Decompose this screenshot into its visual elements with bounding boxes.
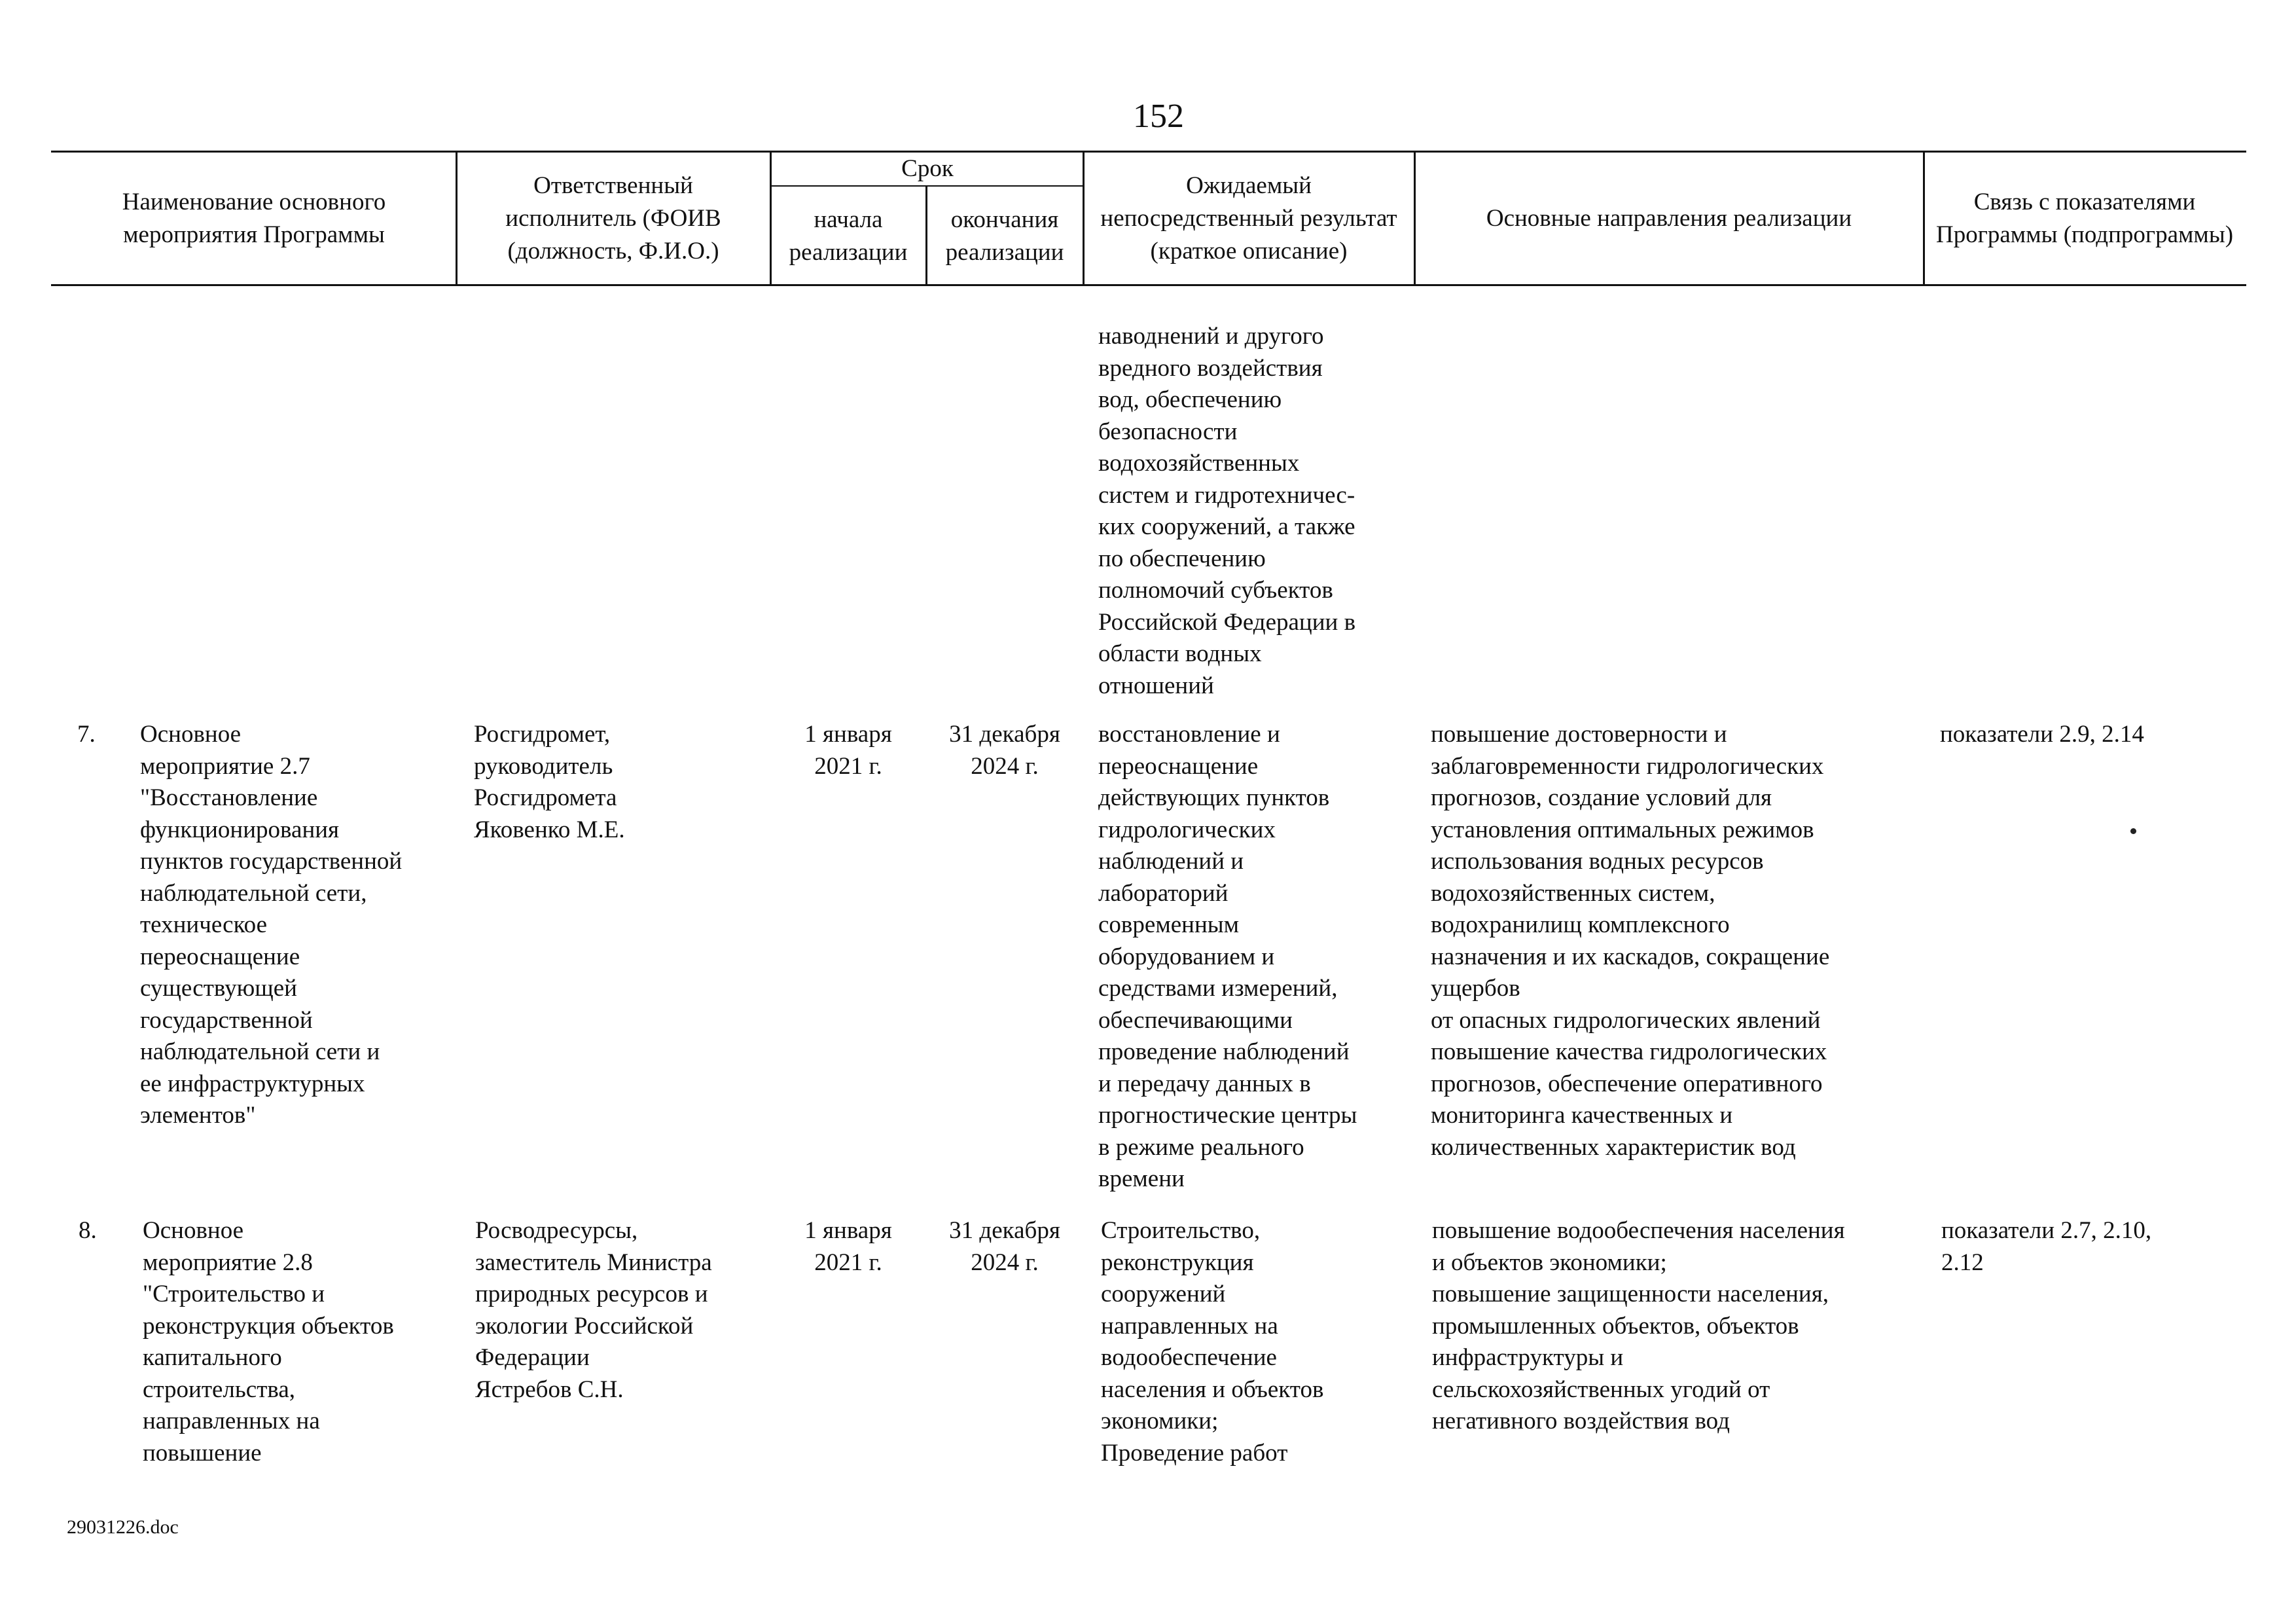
row-end-date: 31 декабря 2024 г. (949, 721, 1060, 780)
header-link: Связь с показателями Программы (подпрограммы) (1935, 189, 2234, 248)
row-result: Строительство, реконструкция сооружений направленных на водообеспечение населения и объектов экономики; Проведение работ (1101, 1217, 1324, 1467)
row-responsible: Росгидромет, руководитель Росгидромета Яковенко М.Е. (474, 721, 625, 843)
header-directions: Основные направления реализации (1486, 205, 1852, 232)
footer-filename: 29031226.doc (67, 1516, 179, 1538)
header-bottom-rule (51, 284, 2246, 286)
row-result: восстановление и переоснащение действующих пунктов гидрологических наблюдений и лабораторий современным оборудованием и средствами измерений, обеспечивающими проведение наблюдений и передачу данных в прогностические центры в режиме реального времени (1098, 721, 1357, 1192)
header-result: Ожидаемый непосредственный результат (краткое описание) (1100, 172, 1397, 264)
header-responsible: Ответственный исполнитель (ФОИВ (должность, Ф.И.О.) (505, 172, 721, 264)
header-divider (1414, 151, 1416, 285)
header-term: Срок (901, 155, 954, 182)
header-start: начала реализации (789, 206, 908, 266)
scan-speck (2130, 828, 2136, 834)
header-top-rule (51, 151, 2246, 153)
row-name: Основное мероприятие 2.8 "Строительство и реконструкция объектов капитального строительства, направленных на повышение (143, 1217, 394, 1467)
header-divider (1923, 151, 1925, 285)
header-divider (770, 151, 772, 285)
row-number: 8. (79, 1217, 97, 1244)
page-number: 152 (1133, 98, 1184, 135)
continuation-result: наводнений и другого вредного воздействия вод, обеспечению безопасности водохозяйственных систем и гидротехничес- ких сооружений, а также по обеспечению полномочий субъектов Российской Федерации в области водных отношений (1098, 323, 1356, 699)
row-directions: повышение водообеспечения населения и объектов экономики; повышение защищенности населения, промышленных объектов, объектов инфраструктуры и сельскохозяйственных угодий от негативного воздействия вод (1432, 1217, 1845, 1434)
row-end-date: 31 декабря 2024 г. (949, 1217, 1060, 1276)
row-responsible: Росводресурсы, заместитель Министра природных ресурсов и экологии Российской Федерации Ястребов С.Н. (475, 1217, 712, 1403)
header-divider (1083, 151, 1085, 285)
header-divider (456, 151, 457, 285)
row-directions: повышение достоверности и заблаговременности гидрологических прогнозов, создание условий для установления оптимальных режимов использования водных ресурсов водохозяйственных систем, водохранилищ комплексного назначения и их каскадов, сокращение ущербов от опасных гидрологических явлений повышение качества гидрологических прогнозов, обеспечение оперативного мониторинга качественных и количественных характеристик вод (1431, 721, 1830, 1161)
row-start-date: 1 января 2021 г. (804, 1217, 892, 1276)
row-start-date: 1 января 2021 г. (804, 721, 892, 780)
row-number: 7. (77, 721, 96, 748)
row-link: показатели 2.9, 2.14 (1940, 721, 2144, 748)
header-end: окончания реализации (945, 206, 1064, 266)
header-name: Наименование основного мероприятия Программы (122, 189, 386, 248)
header-divider (925, 186, 927, 285)
row-name: Основное мероприятие 2.7 "Восстановление функционирования пунктов государственной наблюдательной сети, техническое переоснащение существующей государственной наблюдательной сети и ее инфраструктурных элементов" (140, 721, 403, 1129)
row-link: показатели 2.7, 2.10, 2.12 (1941, 1217, 2152, 1276)
